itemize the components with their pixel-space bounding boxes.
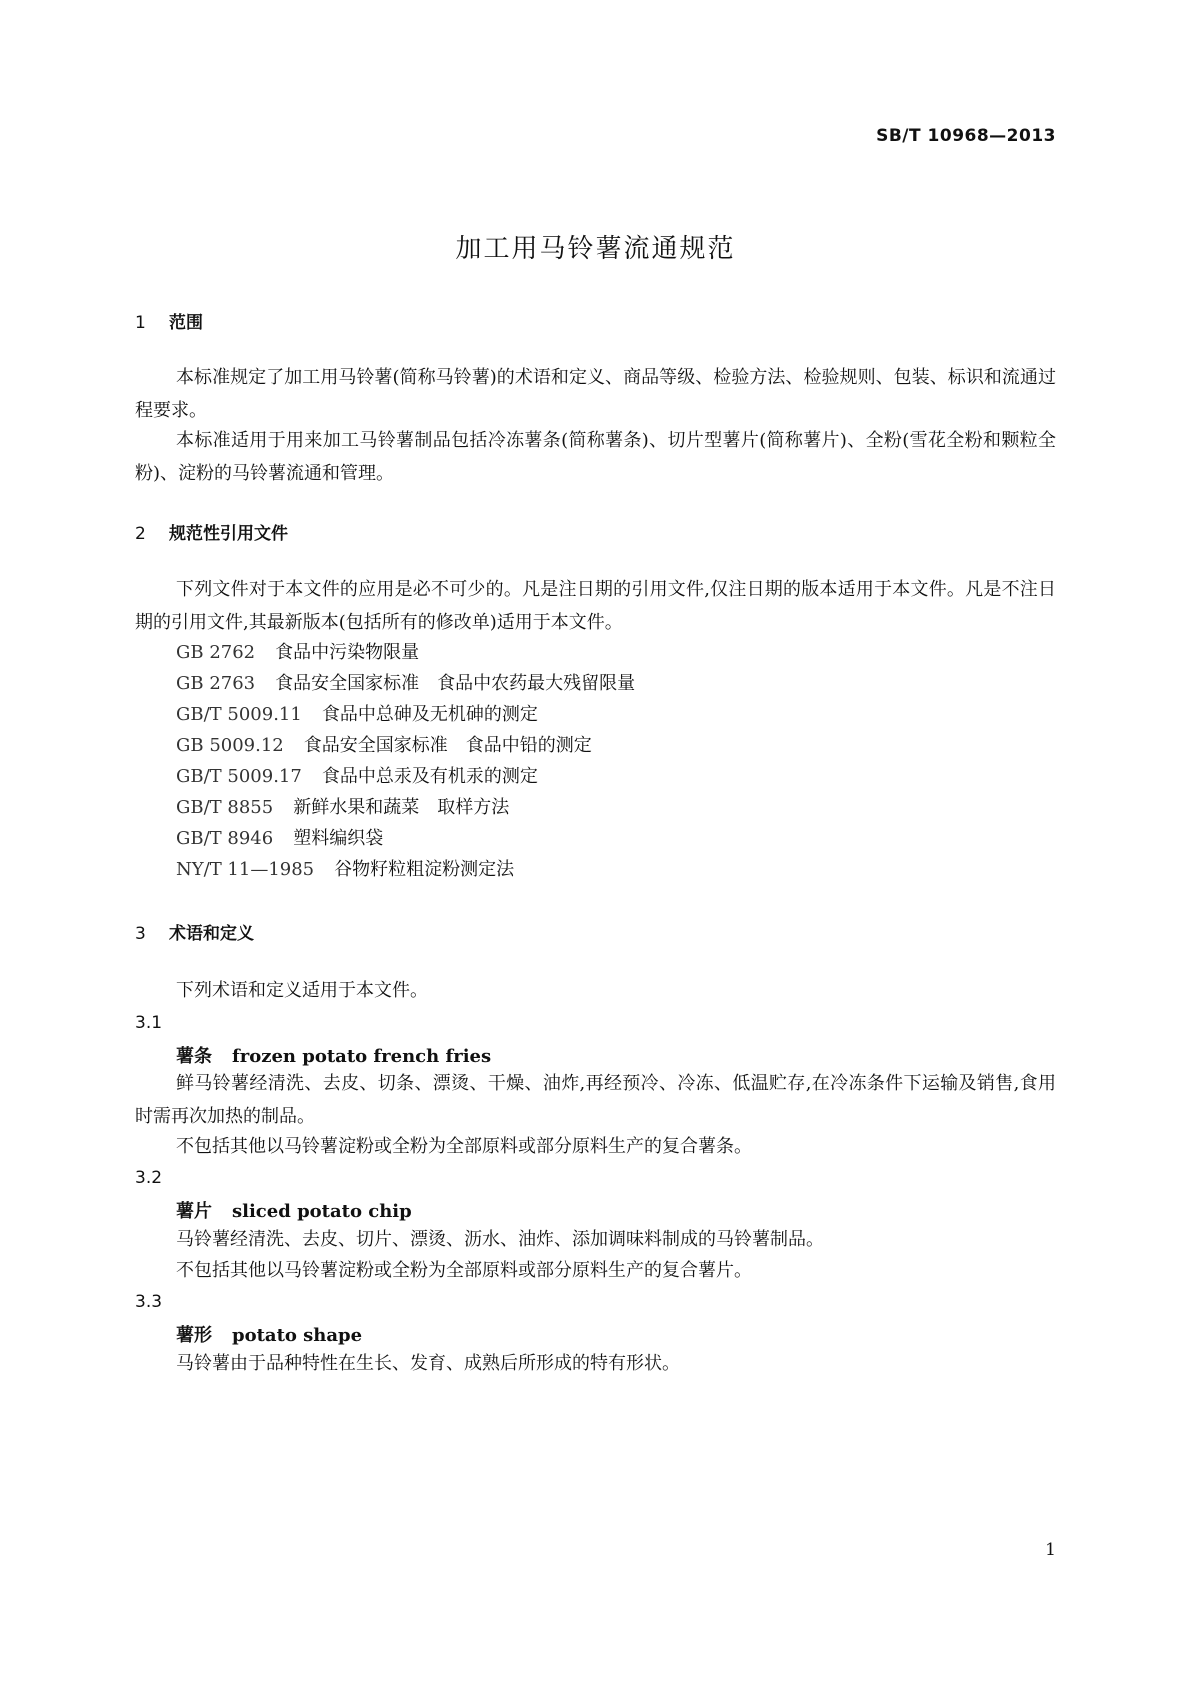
scope-paragraph: 本标准规定了加工用马铃薯(简称马铃薯)的术语和定义、商品等级、检验方法、检验规则、包装、标识和流通过程要求。 <box>135 367 1056 421</box>
reference-item <box>176 667 635 700</box>
reference-subtitle: 取样方法 <box>437 797 510 818</box>
term-chinese: 薯形 <box>176 1325 212 1346</box>
clause-number: 3.1 <box>135 1013 163 1033</box>
reference-code: GB/T 5009.17 <box>176 766 302 787</box>
term-heading <box>176 1197 412 1223</box>
term-heading <box>176 1321 362 1347</box>
reference-code: GB 2762 <box>176 642 256 663</box>
reference-item <box>176 791 509 824</box>
term-english: potato shape <box>232 1325 363 1346</box>
reference-code: GB 5009.12 <box>176 735 284 756</box>
references-intro: 下列文件对于本文件的应用是必不可少的。凡是注日期的引用文件,仅注日期的版本适用于本文件。凡是不注日期的引用文件,其最新版本(包括所有的修改单)适用于本文件。 <box>135 579 1056 633</box>
section-number: 2 <box>135 524 146 544</box>
reference-item <box>176 760 538 793</box>
reference-title: 食品安全国家标准 <box>275 673 420 694</box>
reference-title: 食品安全国家标准 <box>303 735 448 756</box>
scope-paragraph: 本标准适用于用来加工马铃薯制品包括冷冻薯条(简称薯条)、切片型薯片(简称薯片)、全粉(雪花全粉和颗粒全粉)、淀粉的马铃薯流通和管理。 <box>135 430 1056 484</box>
reference-item <box>176 636 419 669</box>
term-english: sliced potato chip <box>232 1201 412 1222</box>
reference-title: 食品中总汞及有机汞的测定 <box>321 766 538 787</box>
section-number: 1 <box>135 313 146 333</box>
reference-item <box>176 853 514 886</box>
section-title: 规范性引用文件 <box>169 524 288 544</box>
reference-title: 食品中污染物限量 <box>275 642 420 663</box>
reference-title: 谷物籽粒粗淀粉测定法 <box>334 859 515 880</box>
reference-code: GB/T 8855 <box>176 797 274 818</box>
section-1-heading <box>135 308 203 333</box>
section-3-heading <box>135 919 254 944</box>
reference-code: GB/T 8946 <box>176 828 274 849</box>
reference-code: GB 2763 <box>176 673 256 694</box>
reference-title: 塑料编织袋 <box>293 828 384 849</box>
term-note: 不包括其他以马铃薯淀粉或全粉为全部原料或部分原料生产的复合薯片。 <box>176 1260 752 1281</box>
reference-title: 新鲜水果和蔬菜 <box>293 797 420 818</box>
reference-code: GB/T 5009.11 <box>176 704 302 725</box>
term-definition: 马铃薯由于品种特性在生长、发育、成熟后所形成的特有形状。 <box>176 1353 680 1374</box>
reference-title: 食品中总砷及无机砷的测定 <box>321 704 538 725</box>
section-number: 3 <box>135 924 146 944</box>
term-english: frozen potato french fries <box>232 1046 492 1067</box>
section-title: 范围 <box>169 313 203 333</box>
page-title: 加工用马铃薯流通规范 <box>455 234 736 264</box>
reference-item <box>176 822 383 855</box>
reference-subtitle: 食品中农药最大残留限量 <box>437 673 636 694</box>
reference-item <box>176 729 592 762</box>
term-definition: 鲜马铃薯经清洗、去皮、切条、漂烫、干燥、油炸,再经预冷、冷冻、低温贮存,在冷冻条件下运输及销售,食用时需再次加热的制品。 <box>135 1073 1056 1127</box>
term-chinese: 薯片 <box>176 1201 212 1222</box>
section-title: 术语和定义 <box>169 924 254 944</box>
reference-subtitle: 食品中铅的测定 <box>465 735 592 756</box>
terms-intro: 下列术语和定义适用于本文件。 <box>176 980 428 1001</box>
term-definition: 马铃薯经清洗、去皮、切片、漂烫、沥水、油炸、添加调味料制成的马铃薯制品。 <box>176 1229 824 1250</box>
term-note: 不包括其他以马铃薯淀粉或全粉为全部原料或部分原料生产的复合薯条。 <box>176 1136 752 1157</box>
clause-number: 3.3 <box>135 1292 163 1312</box>
reference-code: NY/T 11—1985 <box>176 859 315 880</box>
term-chinese: 薯条 <box>176 1046 212 1067</box>
reference-item <box>176 698 538 731</box>
section-2-heading <box>135 519 288 544</box>
term-heading <box>176 1042 491 1068</box>
clause-number: 3.2 <box>135 1168 163 1188</box>
standard-number: SB/T 10968—2013 <box>876 126 1056 146</box>
page-number: 1 <box>1045 1540 1056 1560</box>
